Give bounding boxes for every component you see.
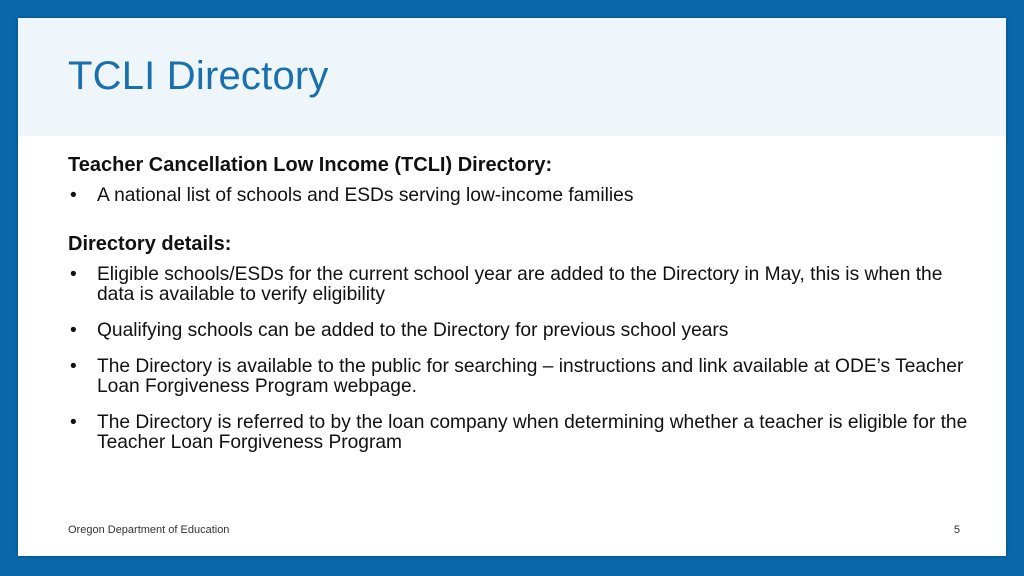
bullet-list	[68, 186, 968, 206]
bullet-text: A national list of schools and ESDs serving low-income families	[97, 185, 634, 206]
bullet-text: Eligible schools/ESDs for the current school year are added to the Directory in May, this is when the data is available to verify eligibility	[97, 264, 943, 305]
slide	[18, 18, 1006, 556]
title-band	[18, 18, 1006, 136]
slide-title: TCLI Directory	[68, 54, 329, 98]
page-number: 5	[953, 524, 960, 536]
section-heading: Directory details:	[68, 233, 232, 255]
bullet-item	[68, 357, 968, 397]
slide-content	[68, 152, 968, 453]
bullet-item	[68, 413, 968, 453]
bullet-text: Qualifying schools can be added to the Directory for previous school years	[97, 320, 729, 341]
bullet-list	[68, 265, 968, 453]
bullet-text: The Directory is referred to by the loan company when determining whether a teacher is eligible for the Teacher Loan Forgiveness Program	[97, 412, 968, 453]
bullet-glyph: •	[70, 356, 77, 377]
bullet-item	[68, 265, 968, 305]
section-directory-details	[68, 231, 968, 453]
bullet-glyph: •	[70, 320, 77, 341]
bullet-text: The Directory is available to the public for searching – instructions and link available at ODE’s Teacher Loan Forgiveness Program webpage.	[97, 356, 964, 397]
bullet-glyph: •	[70, 185, 77, 206]
section-heading: Teacher Cancellation Low Income (TCLI) Directory:	[68, 154, 553, 176]
section-tcli-directory	[68, 152, 968, 206]
bullet-item	[68, 186, 968, 206]
bullet-item	[68, 321, 968, 341]
bullet-glyph: •	[70, 264, 77, 285]
bullet-glyph: •	[70, 412, 77, 433]
footer-text: Oregon Department of Education	[68, 524, 230, 536]
